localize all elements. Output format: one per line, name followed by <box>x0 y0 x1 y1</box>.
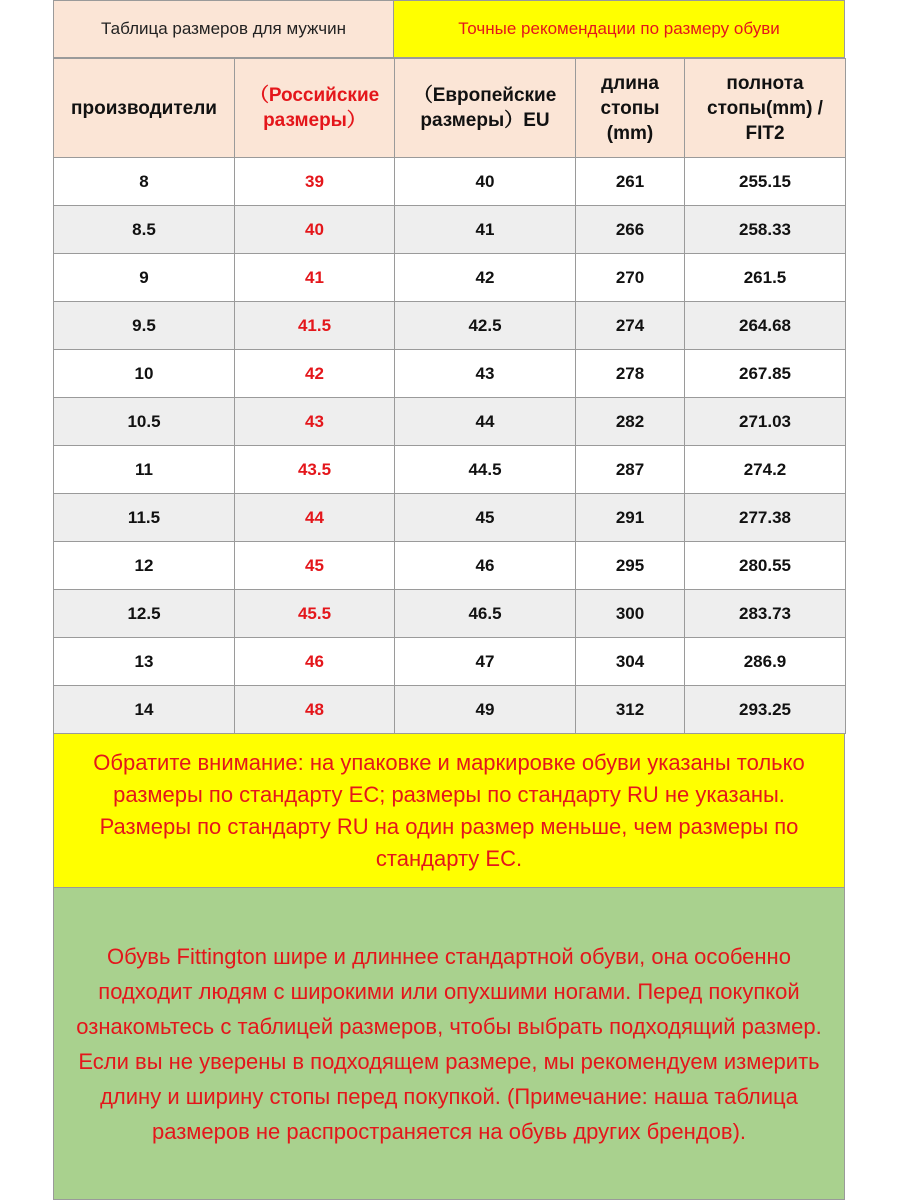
table-row <box>54 206 846 254</box>
cell-maker: 8 <box>54 158 235 206</box>
cell-ru: 41 <box>235 254 395 302</box>
cell-length: 278 <box>576 350 685 398</box>
cell-maker: 11 <box>54 446 235 494</box>
cell-eu: 41 <box>395 206 576 254</box>
cell-maker: 12.5 <box>54 590 235 638</box>
table-header-row <box>54 59 846 158</box>
cell-ru: 45 <box>235 542 395 590</box>
cell-length: 261 <box>576 158 685 206</box>
col-header-ru: （Российские размеры） <box>235 59 395 158</box>
cell-maker: 14 <box>54 686 235 734</box>
cell-eu: 44 <box>395 398 576 446</box>
table-row <box>54 302 846 350</box>
cell-ru: 44 <box>235 494 395 542</box>
cell-ru: 40 <box>235 206 395 254</box>
cell-ru: 45.5 <box>235 590 395 638</box>
cell-eu: 42.5 <box>395 302 576 350</box>
cell-width: 283.73 <box>685 590 846 638</box>
cell-ru: 42 <box>235 350 395 398</box>
cell-maker: 9 <box>54 254 235 302</box>
cell-width: 261.5 <box>685 254 846 302</box>
fit-advice-note-text: Обувь Fittington шире и длиннее стандартной обуви, она особенно подходит людям с широкими или опухшими ногами. Перед покупкой ознакомьтесь с таблицей размеров, чтобы выбрать подходящий размер. Если вы не уверены в подходящем размере, мы рекомендуем измерить длину и ширину стопы перед покупкой. (Примечание: наша таблица размеров не распространяется на обувь других брендов). <box>76 943 822 1144</box>
table-row <box>54 254 846 302</box>
cell-ru: 39 <box>235 158 395 206</box>
col-header-width: полнота стопы(mm) / FIT2 <box>685 59 846 158</box>
cell-eu: 46.5 <box>395 590 576 638</box>
cell-maker: 10 <box>54 350 235 398</box>
cell-width: 277.38 <box>685 494 846 542</box>
cell-eu: 40 <box>395 158 576 206</box>
cell-width: 271.03 <box>685 398 846 446</box>
table-row <box>54 446 846 494</box>
cell-length: 312 <box>576 686 685 734</box>
fit-advice-note <box>53 888 845 1200</box>
cell-ru: 48 <box>235 686 395 734</box>
col-header-length: длина стопы (mm) <box>576 59 685 158</box>
cell-length: 287 <box>576 446 685 494</box>
cell-length: 295 <box>576 542 685 590</box>
cell-eu: 44.5 <box>395 446 576 494</box>
cell-ru: 46 <box>235 638 395 686</box>
chart-title: Таблица размеров для мужчин <box>53 0 394 58</box>
cell-length: 300 <box>576 590 685 638</box>
table-row <box>54 398 846 446</box>
cell-width: 274.2 <box>685 446 846 494</box>
cell-width: 267.85 <box>685 350 846 398</box>
cell-maker: 10.5 <box>54 398 235 446</box>
cell-eu: 45 <box>395 494 576 542</box>
cell-length: 304 <box>576 638 685 686</box>
cell-maker: 12 <box>54 542 235 590</box>
cell-ru: 43 <box>235 398 395 446</box>
cell-width: 293.25 <box>685 686 846 734</box>
table-row <box>54 350 846 398</box>
cell-eu: 49 <box>395 686 576 734</box>
cell-maker: 9.5 <box>54 302 235 350</box>
table-row <box>54 542 846 590</box>
table-row <box>54 686 846 734</box>
cell-maker: 11.5 <box>54 494 235 542</box>
table-row <box>54 638 846 686</box>
cell-width: 280.55 <box>685 542 846 590</box>
cell-eu: 42 <box>395 254 576 302</box>
col-header-eu: （Европейские размеры）EU <box>395 59 576 158</box>
title-row <box>53 0 845 58</box>
cell-maker: 13 <box>54 638 235 686</box>
cell-eu: 43 <box>395 350 576 398</box>
table-row <box>54 590 846 638</box>
cell-length: 291 <box>576 494 685 542</box>
cell-eu: 47 <box>395 638 576 686</box>
table-row <box>54 494 846 542</box>
cell-width: 255.15 <box>685 158 846 206</box>
cell-length: 266 <box>576 206 685 254</box>
table-body <box>54 158 846 734</box>
recommendation-title: Точные рекомендации по размеру обуви <box>394 0 845 58</box>
cell-ru: 43.5 <box>235 446 395 494</box>
table-row <box>54 158 846 206</box>
cell-length: 270 <box>576 254 685 302</box>
cell-width: 286.9 <box>685 638 846 686</box>
cell-eu: 46 <box>395 542 576 590</box>
cell-width: 258.33 <box>685 206 846 254</box>
cell-length: 282 <box>576 398 685 446</box>
cell-width: 264.68 <box>685 302 846 350</box>
cell-length: 274 <box>576 302 685 350</box>
cell-ru: 41.5 <box>235 302 395 350</box>
size-standard-note-text: Обратите внимание: на упаковке и маркировке обуви указаны только размеры по стандарту EC; размеры по стандарту RU не указаны. Размеры по стандарту RU на один размер меньше, чем размеры по стандарту EC. <box>93 749 805 871</box>
size-table <box>53 58 846 734</box>
cell-maker: 8.5 <box>54 206 235 254</box>
size-standard-note <box>53 734 845 888</box>
col-header-maker: производители <box>54 59 235 158</box>
